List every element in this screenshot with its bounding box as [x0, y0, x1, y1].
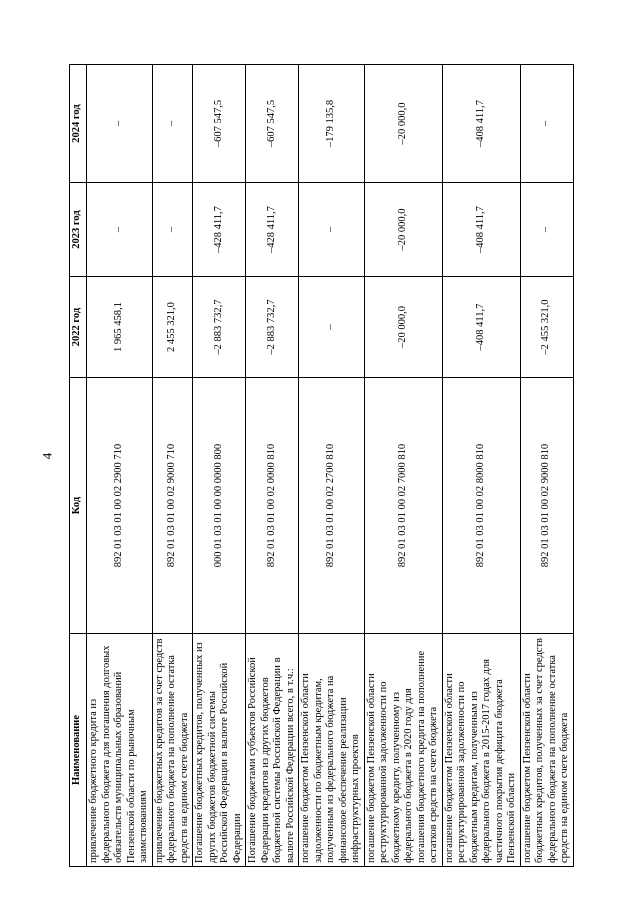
header-code: Код	[70, 378, 87, 634]
header-name: Наименование	[70, 634, 87, 867]
table-header-row	[70, 65, 87, 867]
table-row	[520, 65, 573, 867]
row-2022: –408 411,7	[442, 277, 520, 378]
rotated-table-container	[69, 65, 570, 867]
row-2024: –	[87, 65, 153, 183]
row-code: 892 01 03 01 00 02 8000 810	[442, 378, 520, 634]
row-2023: –	[152, 183, 193, 277]
header-2023: 2023 год	[70, 183, 87, 277]
header-2024: 2024 год	[70, 65, 87, 183]
row-code: 892 01 03 01 00 02 7000 810	[364, 378, 442, 634]
row-2023: –	[299, 183, 365, 277]
row-2022: –20 000,0	[364, 277, 442, 378]
table-row	[442, 65, 520, 867]
row-2024: –607 547,5	[246, 65, 299, 183]
row-code: 892 01 03 01 00 02 0000 810	[246, 378, 299, 634]
row-2023: –	[87, 183, 153, 277]
table-row	[364, 65, 442, 867]
row-code: 892 01 03 01 00 02 2700 810	[299, 378, 365, 634]
row-2022: –2 883 732,7	[193, 277, 246, 378]
table-row	[193, 65, 246, 867]
row-2023: –408 411,7	[442, 183, 520, 277]
row-2023: –	[520, 183, 573, 277]
row-code: 892 01 03 01 00 02 9000 710	[152, 378, 193, 634]
table-row	[152, 65, 193, 867]
row-code: 892 01 03 01 00 02 2900 710	[87, 378, 153, 634]
row-name: Погашение бюджетами субъектов Российской Федерации кредитов из других бюджетов бюджетной системы Российской Федерации в валюте Российской Федерации всего, в т.ч.:	[246, 634, 299, 867]
row-2024: –408 411,7	[442, 65, 520, 183]
row-name: привлечение бюджетного кредита из федерального бюджета для погашения долговых обязательств муниципальных образований Пензенской области по рыночным заимствованиям	[87, 634, 153, 867]
header-2022: 2022 год	[70, 277, 87, 378]
row-2022: –	[299, 277, 365, 378]
row-2022: 2 455 321,0	[152, 277, 193, 378]
row-name: привлечение бюджетных кредитов за счет средств федерального бюджета на пополнение остатка средств на едином счете бюджета	[152, 634, 193, 867]
row-code: 000 01 03 01 00 00 0000 800	[193, 378, 246, 634]
row-name: Погашение бюджетных кредитов, полученных из других бюджетов бюджетной системы Российской Федерации в валюте Российской Федерации	[193, 634, 246, 867]
row-name: погашение бюджетом Пензенской области реструктурированной задолженности по бюджетным кредитам, полученным из федерального бюджета в 2015-2017 годах для частичного покрытия дефицита бюджета Пензенской области	[442, 634, 520, 867]
row-2024: –	[520, 65, 573, 183]
row-2022: –2 455 321,0	[520, 277, 573, 378]
row-2024: –	[152, 65, 193, 183]
budget-table	[69, 64, 574, 867]
row-2023: –20 000,0	[364, 183, 442, 277]
table-row	[87, 65, 153, 867]
table-row	[246, 65, 299, 867]
row-2022: 1 965 458,1	[87, 277, 153, 378]
row-name: погашение бюджетом Пензенской области бюджетных кредитов, полученных за счет средств федерального бюджета на пополнение остатка средств на едином счете бюджета	[520, 634, 573, 867]
row-2022: –2 883 732,7	[246, 277, 299, 378]
row-2023: –428 411,7	[193, 183, 246, 277]
table-row	[299, 65, 365, 867]
page-number: 4	[39, 452, 55, 460]
row-name: погашение бюджетом Пензенской области задолженности по бюджетным кредитам, полученным из федерального бюджета на финансовое обеспечение реализации инфраструктурных проектов	[299, 634, 365, 867]
row-2024: –179 135,8	[299, 65, 365, 183]
row-2023: –428 411,7	[246, 183, 299, 277]
row-code: 892 01 03 01 00 02 9000 810	[520, 378, 573, 634]
row-2024: –20 000,0	[364, 65, 442, 183]
row-2024: –607 547,5	[193, 65, 246, 183]
row-name: погашение бюджетом Пензенской области реструктурированной задолженности по бюджетному кредиту, полученному из федерального бюджета в 2020 году для погашения бюджетного кредита на пополнение остатков средств на счете бюджета	[364, 634, 442, 867]
